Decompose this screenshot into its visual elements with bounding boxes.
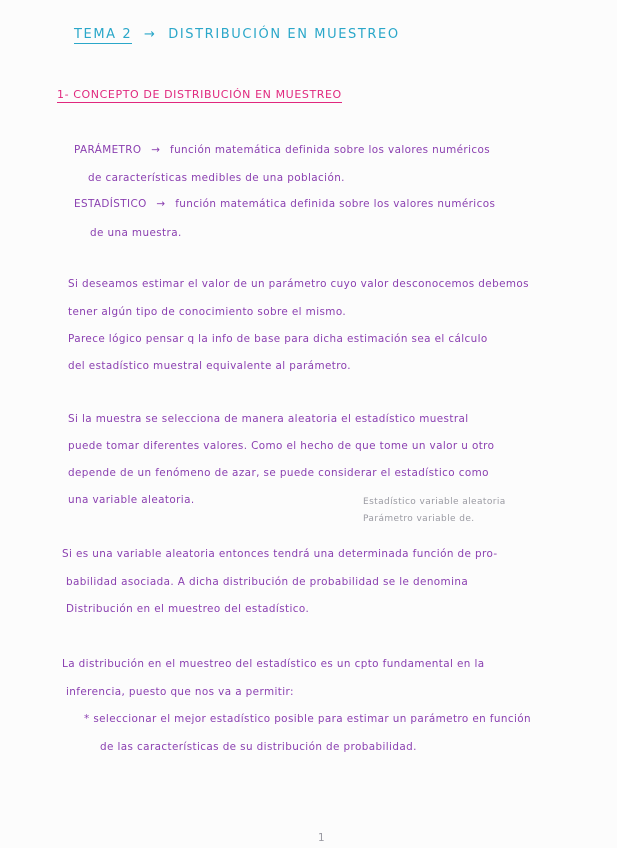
bullet-icon: * [84, 713, 90, 725]
paragraph-2-line: una variable aleatoria. [68, 494, 195, 506]
paragraph-2-line: puede tomar diferentes valores. Como el hecho de que tome un valor u otro [68, 440, 495, 452]
paragraph-3-line: babilidad asociada. A dicha distribución de probabilidad se le denomina [66, 576, 469, 588]
bullet-text: seleccionar el mejor estadístico posible para estimar un parámetro en función [93, 713, 531, 725]
paragraph-2-line: depende de un fenómeno de azar, se puede considerar el estadístico como [68, 467, 489, 479]
paragraph-1-line: del estadístico muestral equivalente al parámetro. [68, 360, 351, 372]
definition-text: función matemática definida sobre los valores numéricos [170, 144, 491, 156]
paragraph-4-line: inferencia, puesto que nos va a permitir: [66, 686, 294, 698]
arrow-icon: → [151, 144, 161, 156]
paragraph-2-line: Si la muestra se selecciona de manera aleatoria el estadístico muestral [68, 413, 469, 425]
section-1-heading: 1- CONCEPTO DE DISTRIBUCIÓN EN MUESTREO [57, 88, 342, 101]
definition-estadistico [74, 198, 495, 210]
definition-text: función matemática definida sobre los valores numéricos [175, 198, 496, 210]
tema-label: TEMA 2 [74, 27, 133, 42]
term-estadistico: ESTADÍSTICO [74, 198, 147, 210]
arrow-icon: → [156, 198, 166, 210]
definition-estadistico-cont: de una muestra. [90, 227, 182, 239]
paragraph-1-line: Si deseamos estimar el valor de un parámetro cuyo valor desconocemos debemos [68, 278, 529, 290]
header-arrow-icon: → [144, 27, 157, 42]
bullet-item-cont: de las características de su distribución de probabilidad. [100, 741, 417, 753]
paragraph-1-line: tener algún tipo de conocimiento sobre el mismo. [68, 306, 347, 318]
margin-note: Estadístico variable aleatoria [363, 497, 506, 507]
paragraph-4-line: La distribución en el muestreo del estadístico es un cpto fundamental en la [62, 658, 485, 670]
page-title: DISTRIBUCIÓN EN MUESTREO [168, 27, 400, 42]
bullet-item [84, 713, 531, 725]
term-parametro: PARÁMETRO [74, 144, 142, 156]
section-title [57, 88, 342, 101]
definition-parametro [74, 144, 490, 156]
paragraph-3-line: Distribución en el muestreo del estadístico. [66, 603, 310, 615]
definition-parametro-cont: de características medibles de una población. [88, 172, 345, 184]
page-number: 1 [318, 832, 326, 844]
paragraph-3-line: Si es una variable aleatoria entonces tendrá una determinada función de pro- [62, 548, 498, 560]
paragraph-1-line: Parece lógico pensar q la info de base para dicha estimación sea el cálculo [68, 333, 488, 345]
margin-note: Parámetro variable de. [363, 514, 475, 524]
page-header [74, 27, 400, 42]
